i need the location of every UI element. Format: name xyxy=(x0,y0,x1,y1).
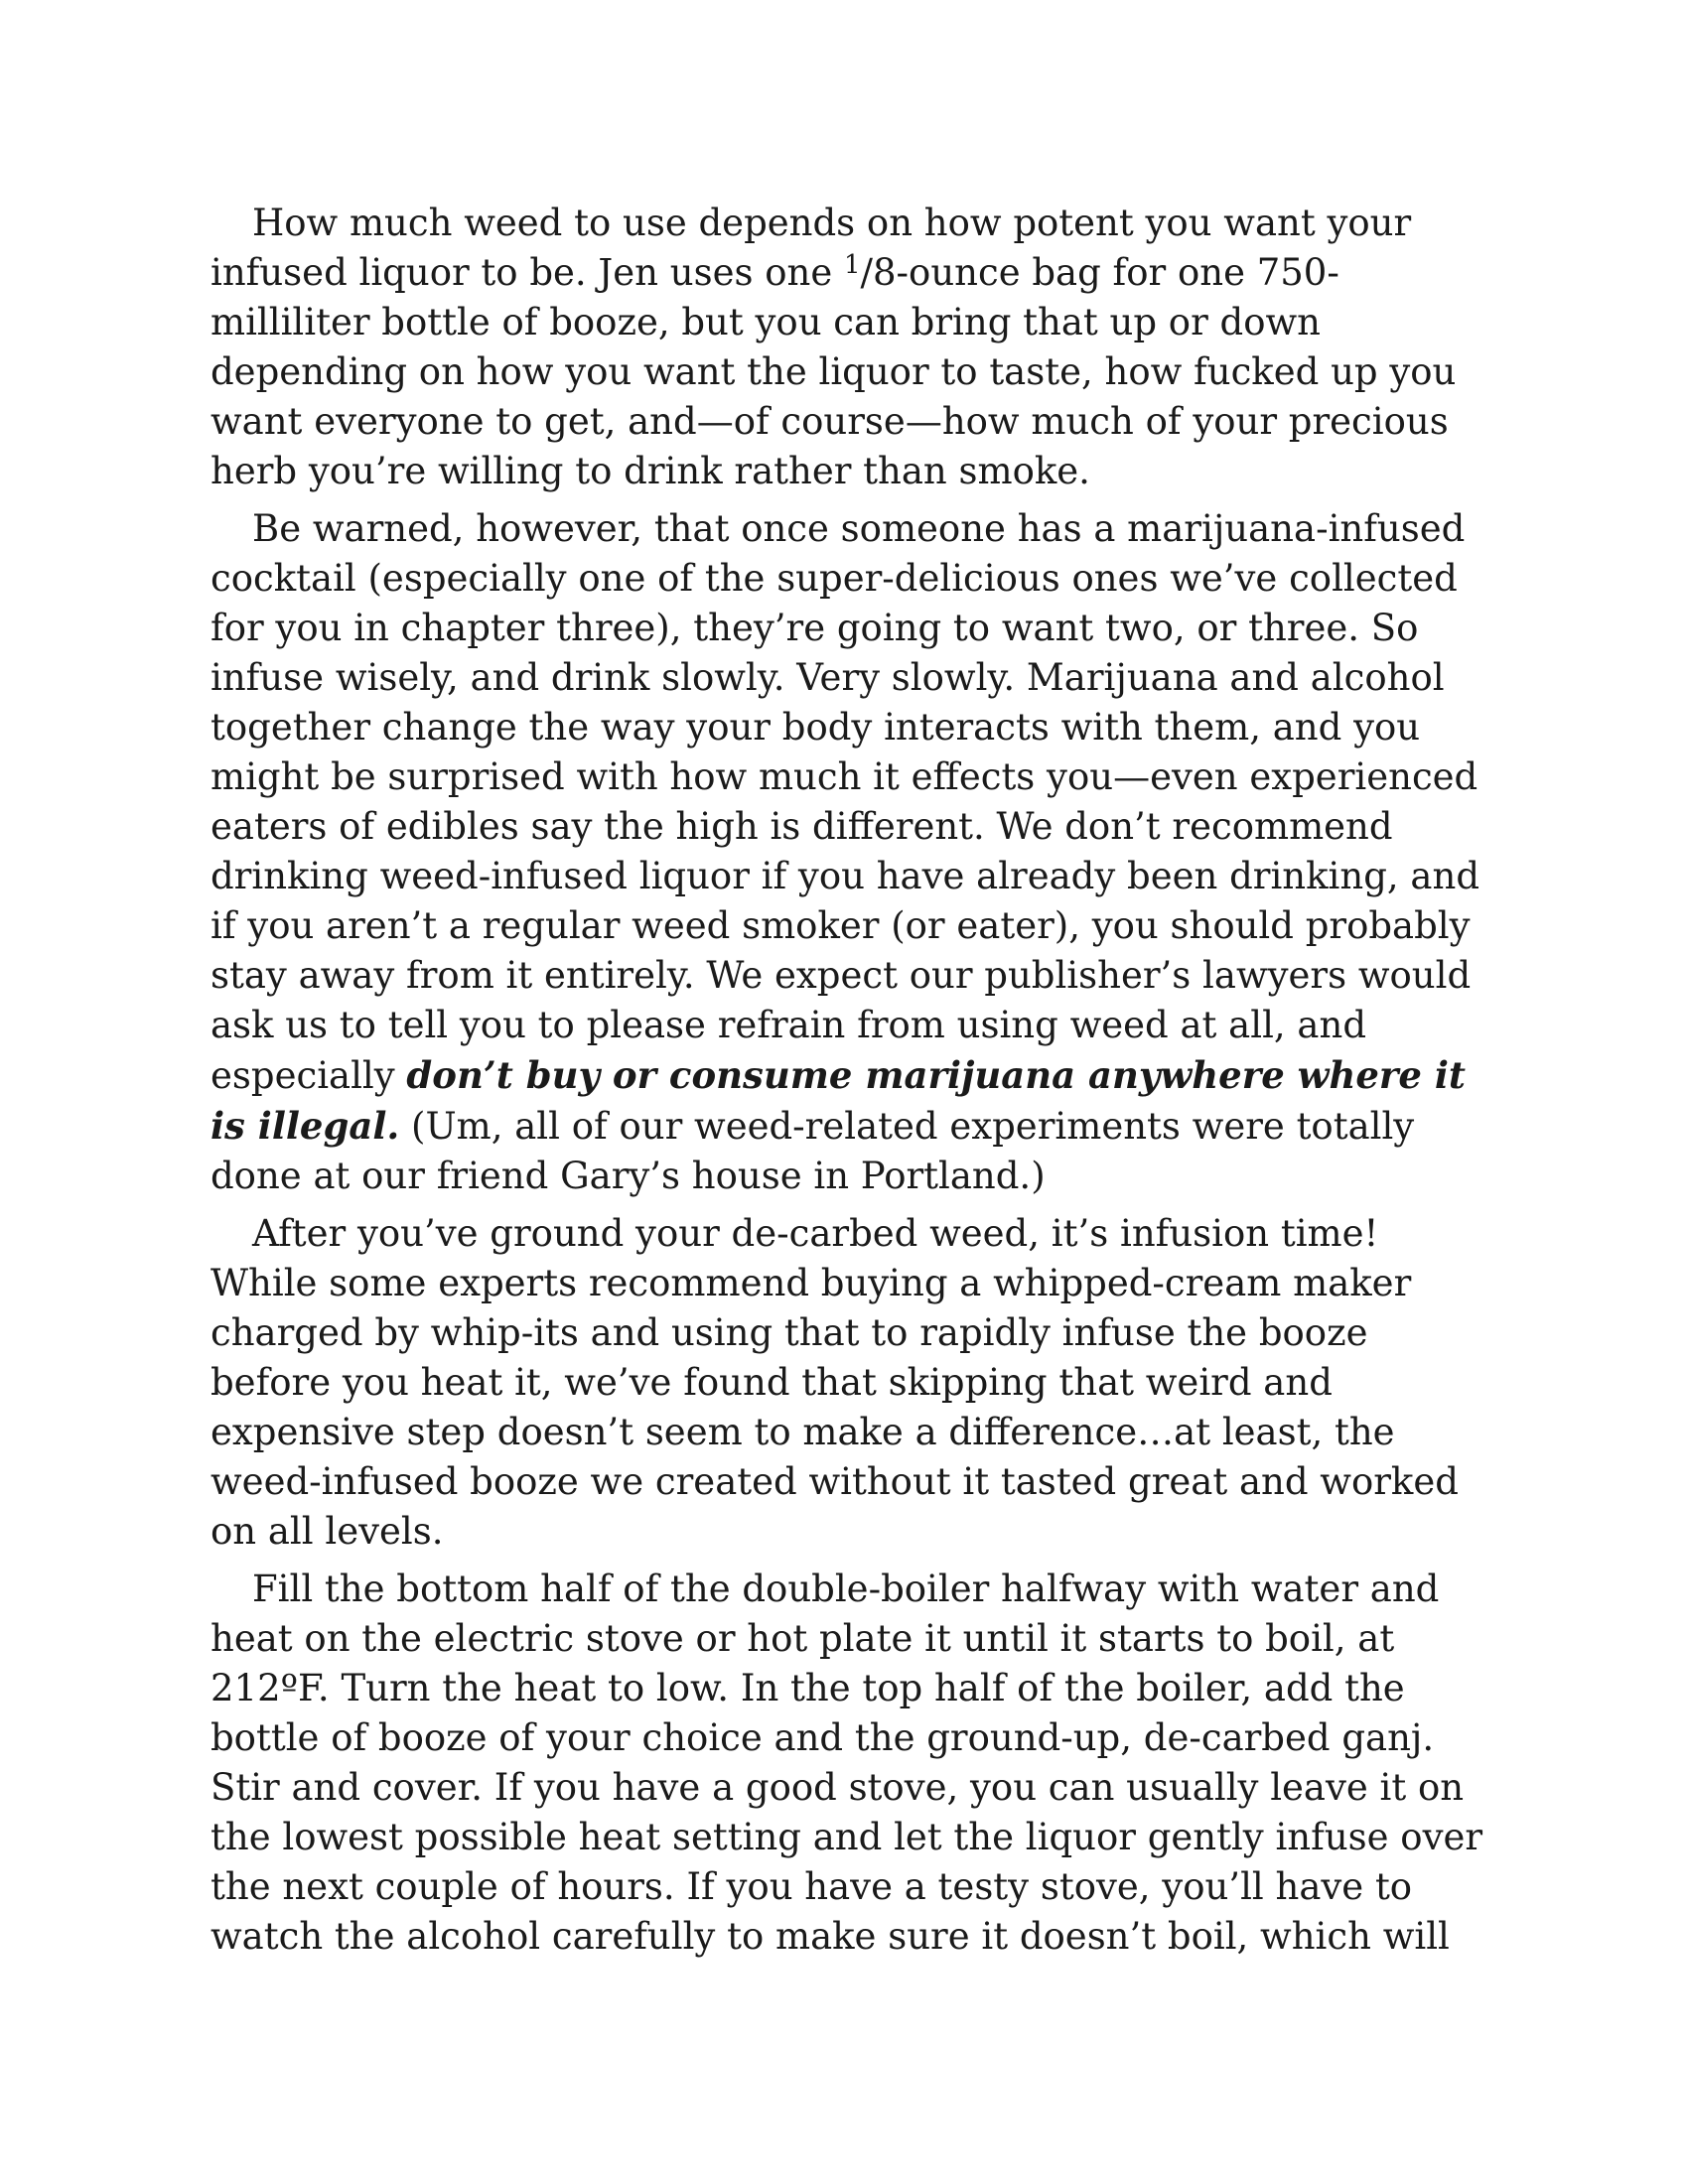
fraction-numerator: 1 xyxy=(843,250,861,280)
paragraph-text: /8-ounce bag for one 750-milliliter bottle of booze, but you can bring that up or down depending on how you want the liquor to taste, how fucked up you want everyone to get, and—of course—how much of your precious herb you’re willing to drink rather than smoke. xyxy=(211,251,1457,492)
paragraph-text: Be warned, however, that once someone has a marijuana-infused cocktail (especially one of the super-delicious ones we’ve collected for you in chapter three), they’re going to want two, or three. So infuse wisely, and drink slowly. Very slowly. Marijuana and alcohol together change the way your body interacts with them, and you might be surprised with how much it effects you—even experienced eaters of edibles say the high is different. We don’t recommend drinking weed-infused liquor if you have already been drinking, and if you aren’t a regular weed smoker (or eater), you should probably stay away from it entirely. We expect our publisher’s lawyers would ask us to tell you to please refrain from using weed at all, and especially xyxy=(211,507,1479,1097)
paragraph-text: How much weed to use depends on how potent you want your infused liquor to be. Jen uses one xyxy=(211,202,1412,294)
paragraph-text: (Um, all of our weed-related experiments were totally done at our friend Gary’s house in Portland.) xyxy=(211,1105,1415,1197)
paragraph-double-boiler: Fill the bottom half of the double-boiler halfway with water and heat on the electric stove or hot plate it until it starts to boil, at 212ºF. Turn the heat to low. In the top half of the boiler, add the bottle of booze of your choice and the ground-up, de-carbed ganj. Stir and cover. If you have a good stove, you can usually leave it on the lowest possible heat setting and let the liquor gently infuse over the next couple of hours. If you have a testy stove, you’ll have to watch the alcohol carefully to make sure it doesn’t boil, which will xyxy=(211,1568,1483,1958)
emphasized-warning: don’t buy or consume marijuana anywhere where it is illegal. xyxy=(211,1053,1466,1148)
paragraph-infusion-time: After you’ve ground your de-carbed weed, it’s infusion time! While some experts recommend buying a whipped-cream maker charged by whip-its and using that to rapidly infuse the booze before you heat it, we’ve found that skipping that weird and expensive step doesn’t seem to make a difference…at least, the weed-infused booze we created without it tasted great and worked on all levels. xyxy=(211,1212,1459,1553)
book-page xyxy=(211,199,1491,1970)
paragraph-warning xyxy=(211,504,1491,1201)
paragraph-weed-amount xyxy=(211,199,1491,496)
